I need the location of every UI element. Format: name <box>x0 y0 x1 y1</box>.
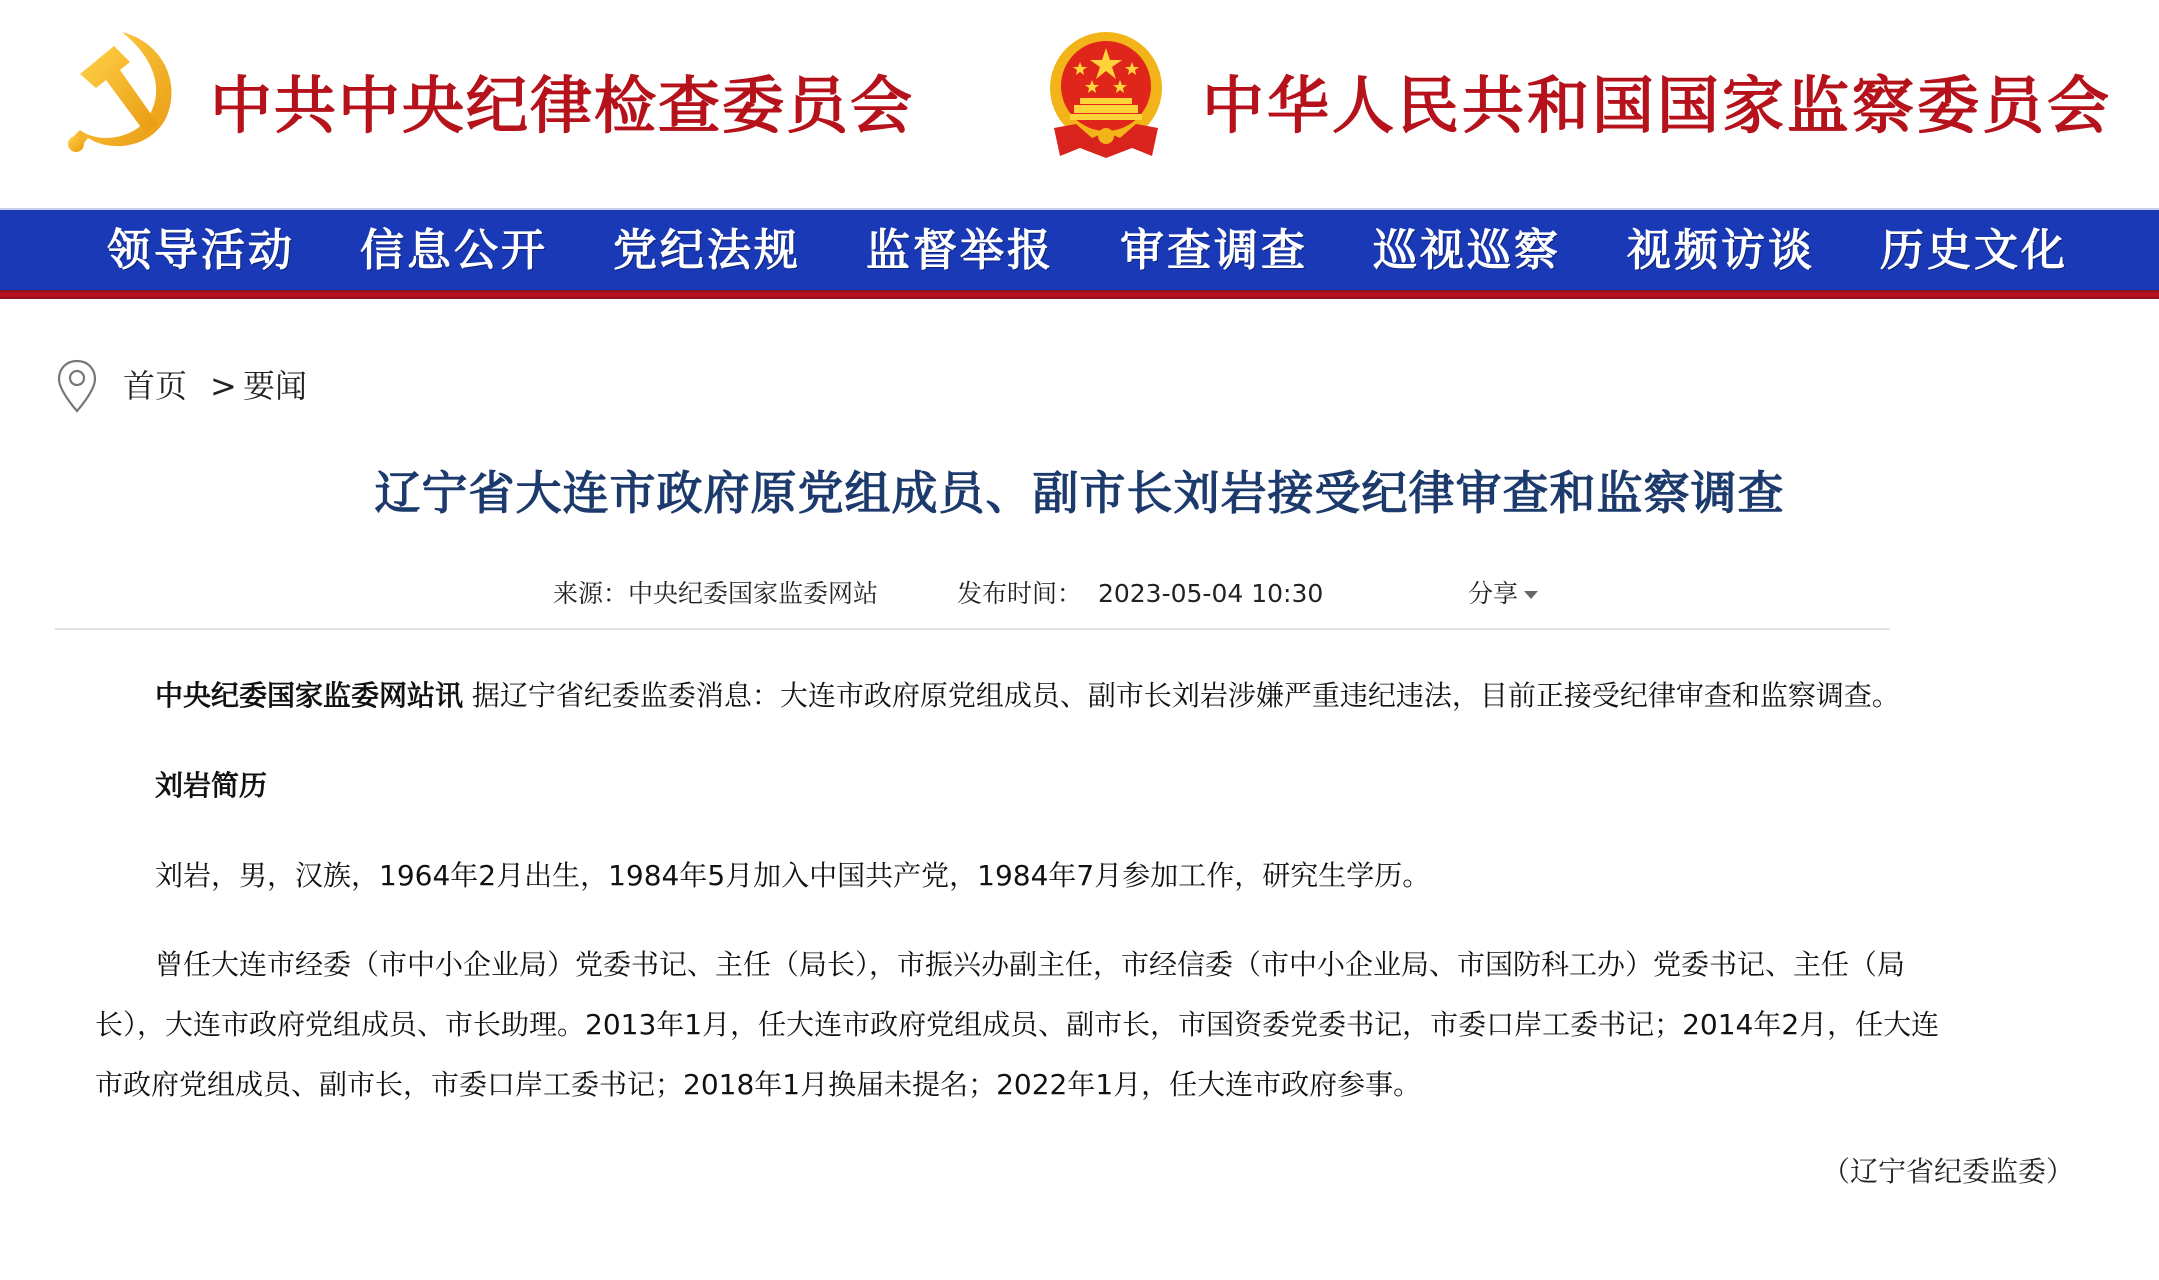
party-emblem-icon <box>58 28 186 158</box>
bio-summary: 刘岩，男，汉族，1964年2月出生，1984年5月加入中国共产党，1984年7月参加工作，研究生学历。 <box>155 859 1431 892</box>
career-line: 市政府党组成员、副市长，市委口岸工委书记；2018年1月换届未提名；2022年1月，任大连市政府参事。 <box>95 1068 1422 1101</box>
article-lead <box>155 666 1900 726</box>
source-value: 中央纪委国家监委网站 <box>628 579 879 608</box>
published-value: 2023-05-04 10:30 <box>1097 579 1324 608</box>
article-title: 辽宁省大连市政府原党组成员、副市长刘岩接受纪律审查和监察调查 <box>374 466 1785 520</box>
nav-item-info-disclosure[interactable]: 信息公开 <box>360 225 548 276</box>
site-header <box>0 0 2159 205</box>
location-pin-icon <box>55 358 99 414</box>
nav-item-leadership[interactable]: 领导活动 <box>107 225 295 276</box>
career-line: 长），大连市政府党组成员、市长助理。2013年1月，任大连市政府党组成员、副市长，市国资委党委书记，市委口岸工委书记；2014年2月，任大连 <box>95 1008 1940 1041</box>
lead-dateline: 中央纪委国家监委网站讯 <box>155 679 464 712</box>
bio-heading: 刘岩简历 <box>155 769 268 802</box>
nav-accent-stripe <box>0 290 2159 299</box>
nav-item-history-culture[interactable]: 历史文化 <box>1880 225 2068 276</box>
breadcrumb-home[interactable]: 首页 <box>123 367 188 405</box>
article-published <box>957 574 1323 614</box>
breadcrumb-current[interactable]: 要闻 <box>243 367 308 405</box>
nsc-title: 中华人民共和国国家监察委员会 <box>1202 69 2113 142</box>
national-emblem-icon <box>1040 28 1172 162</box>
lead-text: 据辽宁省纪委监委消息：大连市政府原党组成员、副市长刘岩涉嫌严重违纪违法，目前正接受纪律审查和监察调查。 <box>463 679 1900 712</box>
article-attribution: （辽宁省纪委监委） <box>1822 1155 2075 1188</box>
cdi-title: 中共中央纪律检查委员会 <box>210 69 915 142</box>
career-line: 曾任大连市经委（市中小企业局）党委书记、主任（局长），市振兴办副主任，市经信委（市中小企业局、市国防科工办）党委书记、主任（局 <box>155 948 1906 981</box>
meta-divider <box>55 628 1890 630</box>
caret-down-icon <box>1524 591 1538 599</box>
share-label: 分享 <box>1468 579 1519 608</box>
main-nav <box>0 208 2159 292</box>
nav-item-video-interviews[interactable]: 视频访谈 <box>1627 225 1815 276</box>
nav-item-investigation[interactable]: 审查调查 <box>1120 225 1308 276</box>
share-button[interactable] <box>1468 574 1538 614</box>
nav-item-party-rules[interactable]: 党纪法规 <box>613 225 801 276</box>
article-source <box>553 574 878 614</box>
nav-item-supervision-report[interactable]: 监督举报 <box>866 225 1054 276</box>
nav-item-inspection[interactable]: 巡视巡察 <box>1373 225 1561 276</box>
published-label: 发布时间： <box>957 579 1083 608</box>
breadcrumb-separator: > <box>210 367 237 405</box>
source-label: 来源： <box>553 579 629 608</box>
